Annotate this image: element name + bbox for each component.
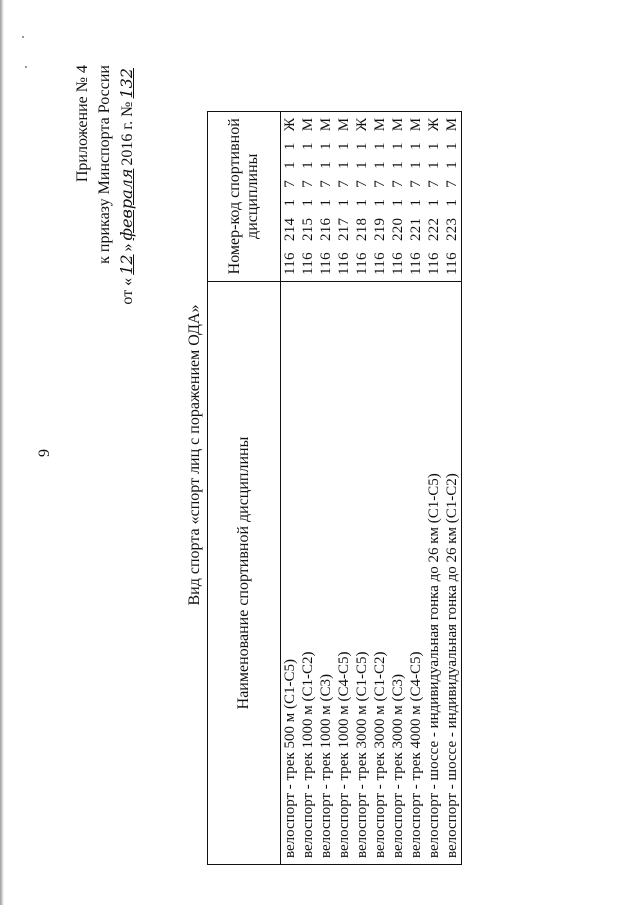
table-row <box>407 111 425 864</box>
column-header-name: Наименование спортивной дисциплины <box>208 282 281 865</box>
discipline-code: 116 221 1 7 1 1 М <box>407 111 425 281</box>
discipline-code: 116 219 1 7 1 1 М <box>371 111 389 281</box>
discipline-code: 116 215 1 7 1 1 М <box>299 111 317 281</box>
discipline-code: 116 220 1 7 1 1 М <box>389 111 407 281</box>
discipline-code: 116 222 1 7 1 1 Ж <box>425 111 443 281</box>
discipline-code: 116 214 1 7 1 1 Ж <box>281 111 300 281</box>
column-header-code: Номер-код спортивной дисциплины <box>208 111 281 281</box>
date-prefix: от « <box>119 277 136 305</box>
discipline-name: велоспорт - шоссе - индивидуальная гонка до 26 км (С1-С2) <box>443 282 462 865</box>
table-row <box>317 111 335 864</box>
discipline-name: велоспорт - трек 500 м (С1-С5) <box>281 282 300 865</box>
date-mid: » <box>119 243 136 252</box>
table-row <box>371 111 389 864</box>
sport-title: Вид спорта «спорт лиц с поражением ОДА» <box>186 304 203 606</box>
discipline-name: велоспорт - трек 3000 м (С1-С2) <box>371 282 389 865</box>
handwritten-month: февраля <box>117 168 136 241</box>
table-row <box>389 111 407 864</box>
appendix-header <box>72 65 139 445</box>
page-number: 9 <box>36 449 53 457</box>
discipline-name: велоспорт - трек 1000 м (С3) <box>317 282 335 865</box>
discipline-name: велоспорт - трек 3000 м (С3) <box>389 282 407 865</box>
discipline-name: велоспорт - шоссе - индивидуальная гонка до 26 км (С1-С5) <box>425 282 443 865</box>
table-row <box>425 111 443 864</box>
discipline-name: велоспорт - трек 4000 м (С4-С5) <box>407 282 425 865</box>
table-row <box>281 111 300 864</box>
order-reference: к приказу Минспорта России <box>96 65 113 264</box>
table-header-row <box>208 111 281 864</box>
discipline-name: велоспорт - трек 3000 м (С1-С5) <box>353 282 371 865</box>
discipline-code: 116 218 1 7 1 1 Ж <box>353 111 371 281</box>
discipline-name: велоспорт - трек 1000 м (С1-С2) <box>299 282 317 865</box>
table-row <box>299 111 317 864</box>
handwritten-order-number: 132 <box>117 68 136 99</box>
year-part: 2016 г. № <box>119 101 136 166</box>
table-row <box>353 111 371 864</box>
discipline-name: велоспорт - трек 1000 м (С4-С5) <box>335 282 353 865</box>
table-row <box>443 111 462 864</box>
order-date-line <box>116 65 139 445</box>
handwritten-day: 12 <box>117 254 136 275</box>
table-row <box>335 111 353 864</box>
appendix-label: Приложение № 4 <box>74 65 91 183</box>
discipline-code: 116 223 1 7 1 1 М <box>443 111 462 281</box>
disciplines-table <box>207 111 462 865</box>
discipline-code: 116 217 1 7 1 1 М <box>335 111 353 281</box>
discipline-code: 116 216 1 7 1 1 М <box>317 111 335 281</box>
